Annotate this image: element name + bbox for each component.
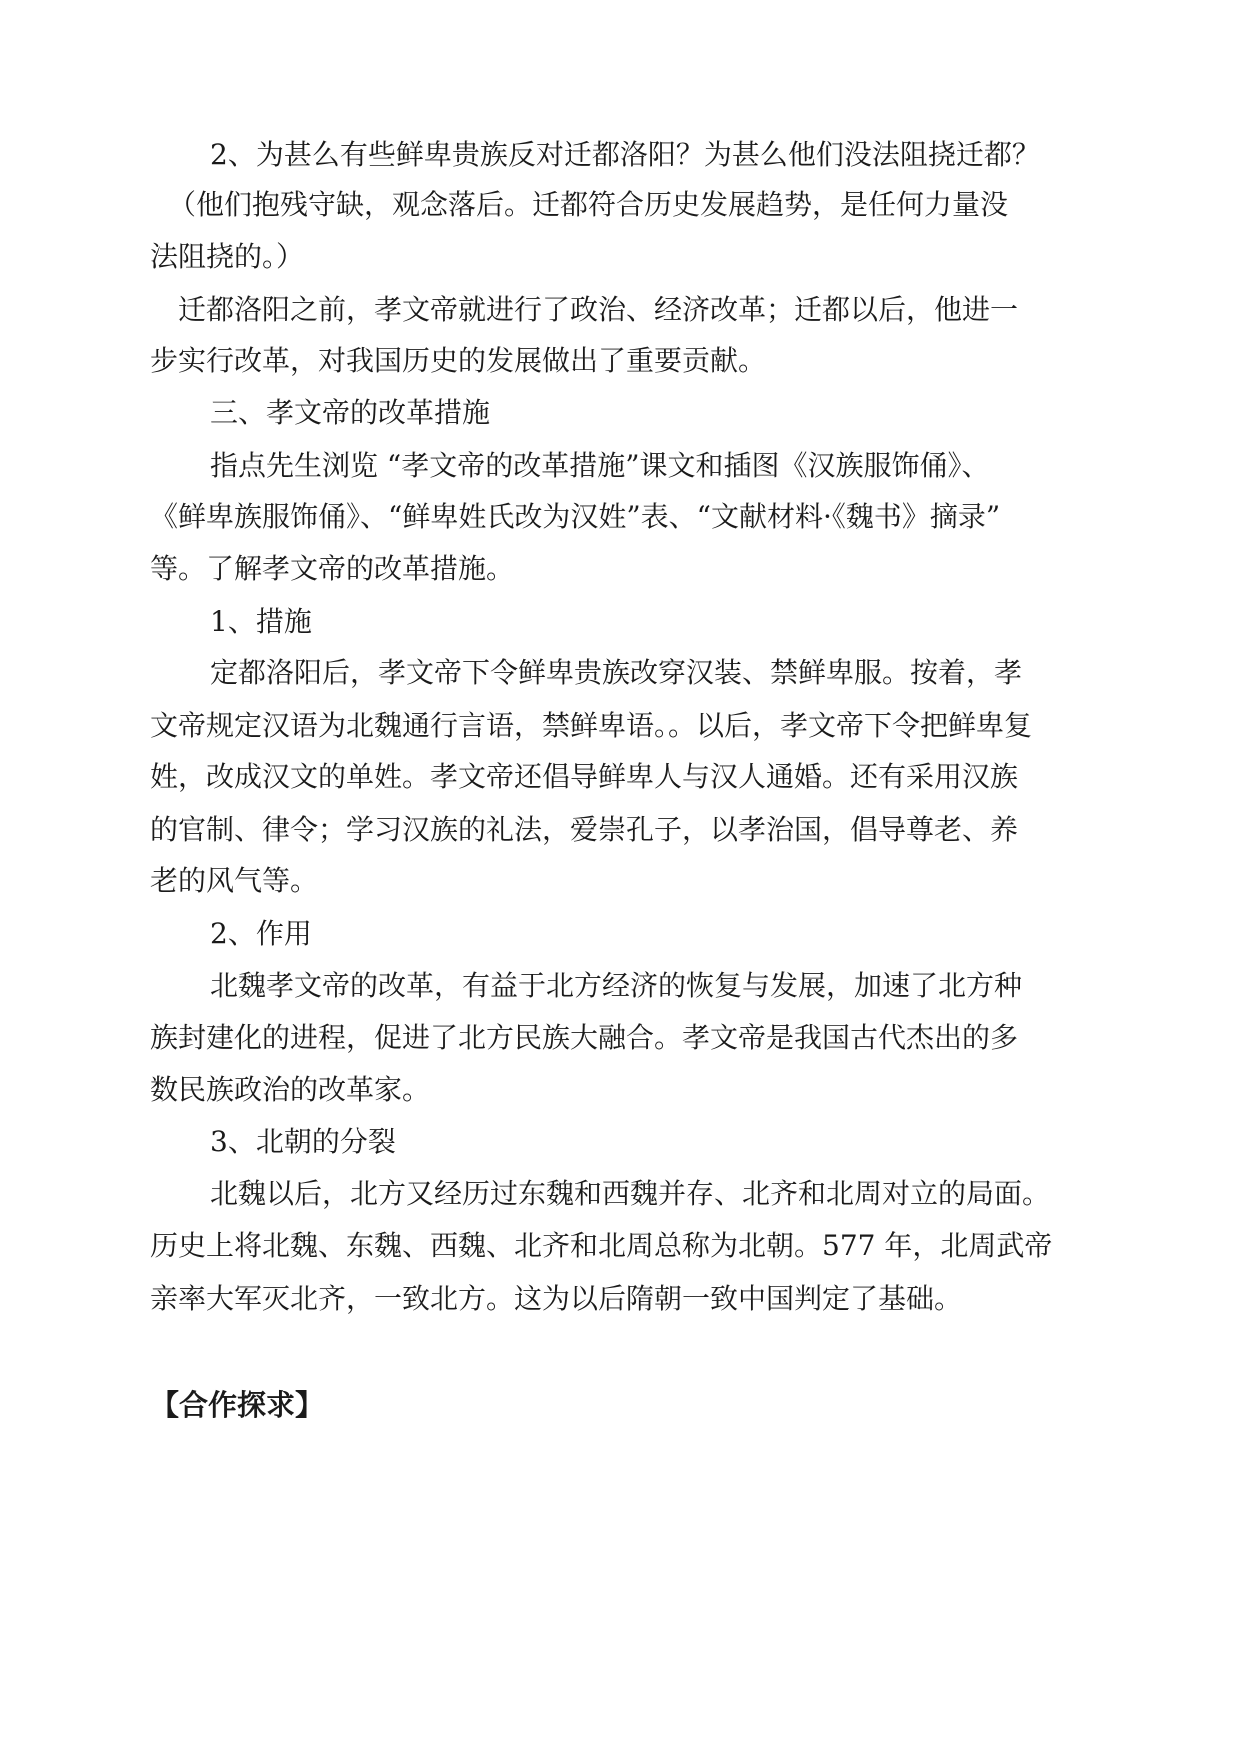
paragraph-line: 等。了解孝文帝的改革措施。 — [150, 552, 515, 585]
paragraph-line: 文帝规定汉语为北魏通行言语，禁鲜卑语。。以后，孝文帝下令把鲜卑复 — [150, 709, 1033, 742]
paragraph-line: 《鲜卑族服饰俑》、“鲜卑姓氏改为汉姓”表、“文献材料·《魏书》摘录” — [150, 500, 1001, 533]
paragraph-line: 历史上将北魏、东魏、西魏、北齐和北周总称为北朝。577 年，北周武帝 — [150, 1229, 1053, 1262]
subsection-division-title: 3、北朝的分裂 — [210, 1125, 396, 1158]
paragraph-line: 老的风气等。 — [150, 864, 319, 897]
paragraph-line: 亲率大军灭北齐，一致北方。这为以后隋朝一致中国判定了基础。 — [150, 1282, 963, 1315]
paragraph-line: 北魏以后，北方又经历过东魏和西魏并存、北齐和北周对立的局面。 — [210, 1177, 1051, 1210]
paragraph-line: 迁都洛阳之前，孝文帝就进行了政治、经济改革；迁都以后，他进一 — [178, 293, 1019, 326]
section-3-title: 三、孝文帝的改革措施 — [210, 396, 491, 429]
subsection-effects-title: 2、作用 — [210, 917, 312, 950]
paragraph-line: 族封建化的进程，促进了北方民族大融合。孝文帝是我国古代杰出的多 — [150, 1021, 1019, 1054]
paragraph-line: 姓，改成汉文的单姓。孝文帝还倡导鲜卑人与汉人通婚。还有采用汉族 — [150, 760, 1019, 793]
paragraph-line: 指点先生浏览 “孝文帝的改革措施”课文和插图《汉族服饰俑》、 — [210, 449, 990, 482]
paragraph-line: 步实行改革，对我国历史的发展做出了重要贡献。 — [150, 344, 767, 377]
question-2-line: 2、为甚么有些鲜卑贵族反对迁都洛阳？为甚么他们没法阻挠迁都？ — [210, 138, 1040, 171]
subsection-measures-title: 1、措施 — [210, 605, 312, 638]
paragraph-line: 数民族政治的改革家。 — [150, 1073, 431, 1106]
paragraph-line: 定都洛阳后，孝文帝下令鲜卑贵族改穿汉装、禁鲜卑服。按着，孝 — [210, 656, 1023, 689]
answer-line-2: 法阻挠的。） — [150, 240, 305, 273]
paragraph-line: 的官制、律令；学习汉族的礼法，爱崇孔子，以孝治国，倡导尊老、养 — [150, 813, 1019, 846]
cooperative-inquiry-heading: 【合作探求】 — [150, 1388, 325, 1422]
answer-line-1: （他们抱残守缺，观念落后。迁都符合历史发展趋势，是任何力量没 — [168, 188, 1009, 221]
paragraph-line: 北魏孝文帝的改革，有益于北方经济的恢复与发展，加速了北方种 — [210, 969, 1023, 1002]
